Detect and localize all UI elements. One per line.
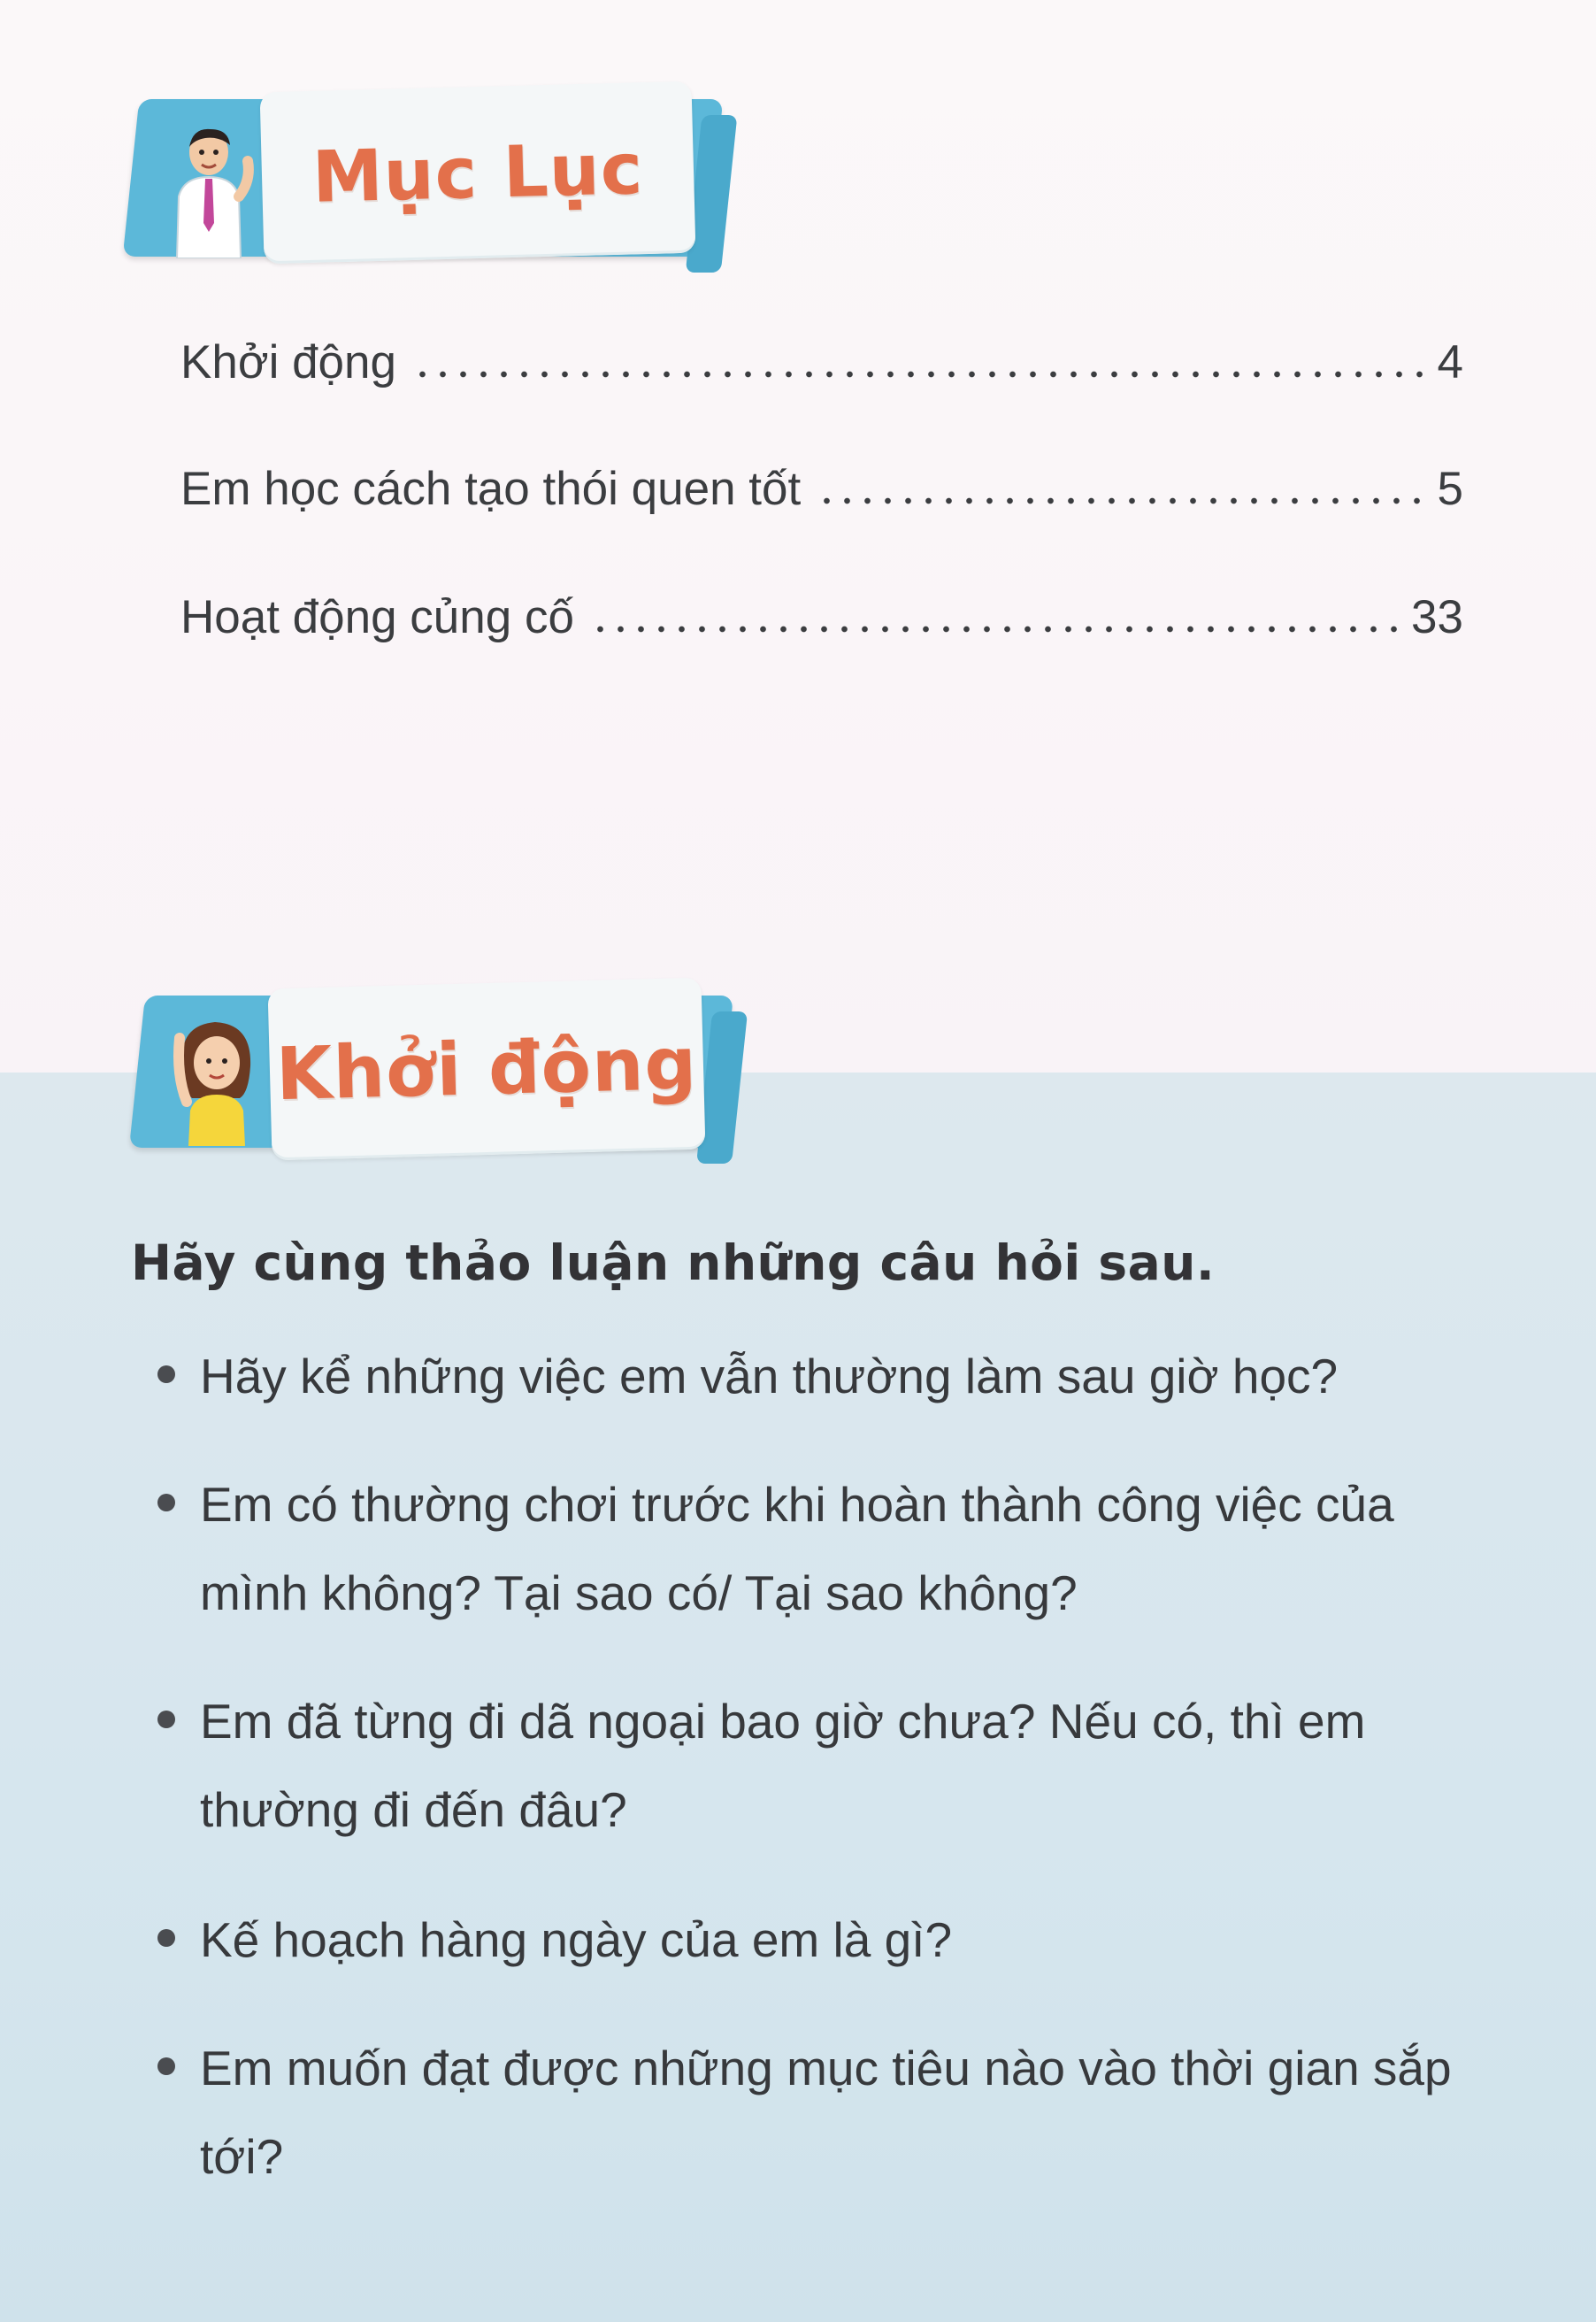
toc-entry[interactable]: Hoạt động củng cố 33 [180,591,1463,643]
bullet-icon [157,1929,175,1947]
toc-leader-dots [590,625,1400,634]
bullet-icon [157,2057,175,2075]
discussion-heading: Hãy cùng thảo luận những câu hỏi sau. [131,1234,1216,1291]
question-item: Em đã từng đi dã ngoại bao giờ chưa? Nếu có, thì em thường đi đến đâu? [157,1677,1485,1854]
section-title: Khởi động [274,1021,699,1117]
bullet-icon [157,1711,175,1728]
teacher-character-icon [166,126,255,258]
toc-leader-dots [412,370,1427,379]
girl-character-icon [169,1013,266,1146]
question-item: Kế hoạch hàng ngày của em là gì? [157,1895,1485,1984]
section-header-badge [137,996,725,1148]
question-item: Em muốn đạt được những mục tiêu nào vào thời gian sắp tới? [157,2024,1485,2201]
question-item: Em có thường chơi trước khi hoàn thành công việc của mình không? Tại sao có/ Tại sao không? [157,1460,1485,1637]
bullet-icon [157,1365,175,1383]
toc-entry[interactable]: Em học cách tạo thói quen tốt 5 [180,463,1463,515]
toc-entry[interactable]: Khởi động 4 [180,336,1463,388]
bullet-icon [157,1494,175,1511]
question-item: Hãy kể những việc em vẫn thường làm sau giờ học? [157,1332,1485,1420]
toc-title: Mục Lục [311,127,645,219]
toc-header-badge [131,99,715,257]
toc-leader-dots [817,496,1426,505]
